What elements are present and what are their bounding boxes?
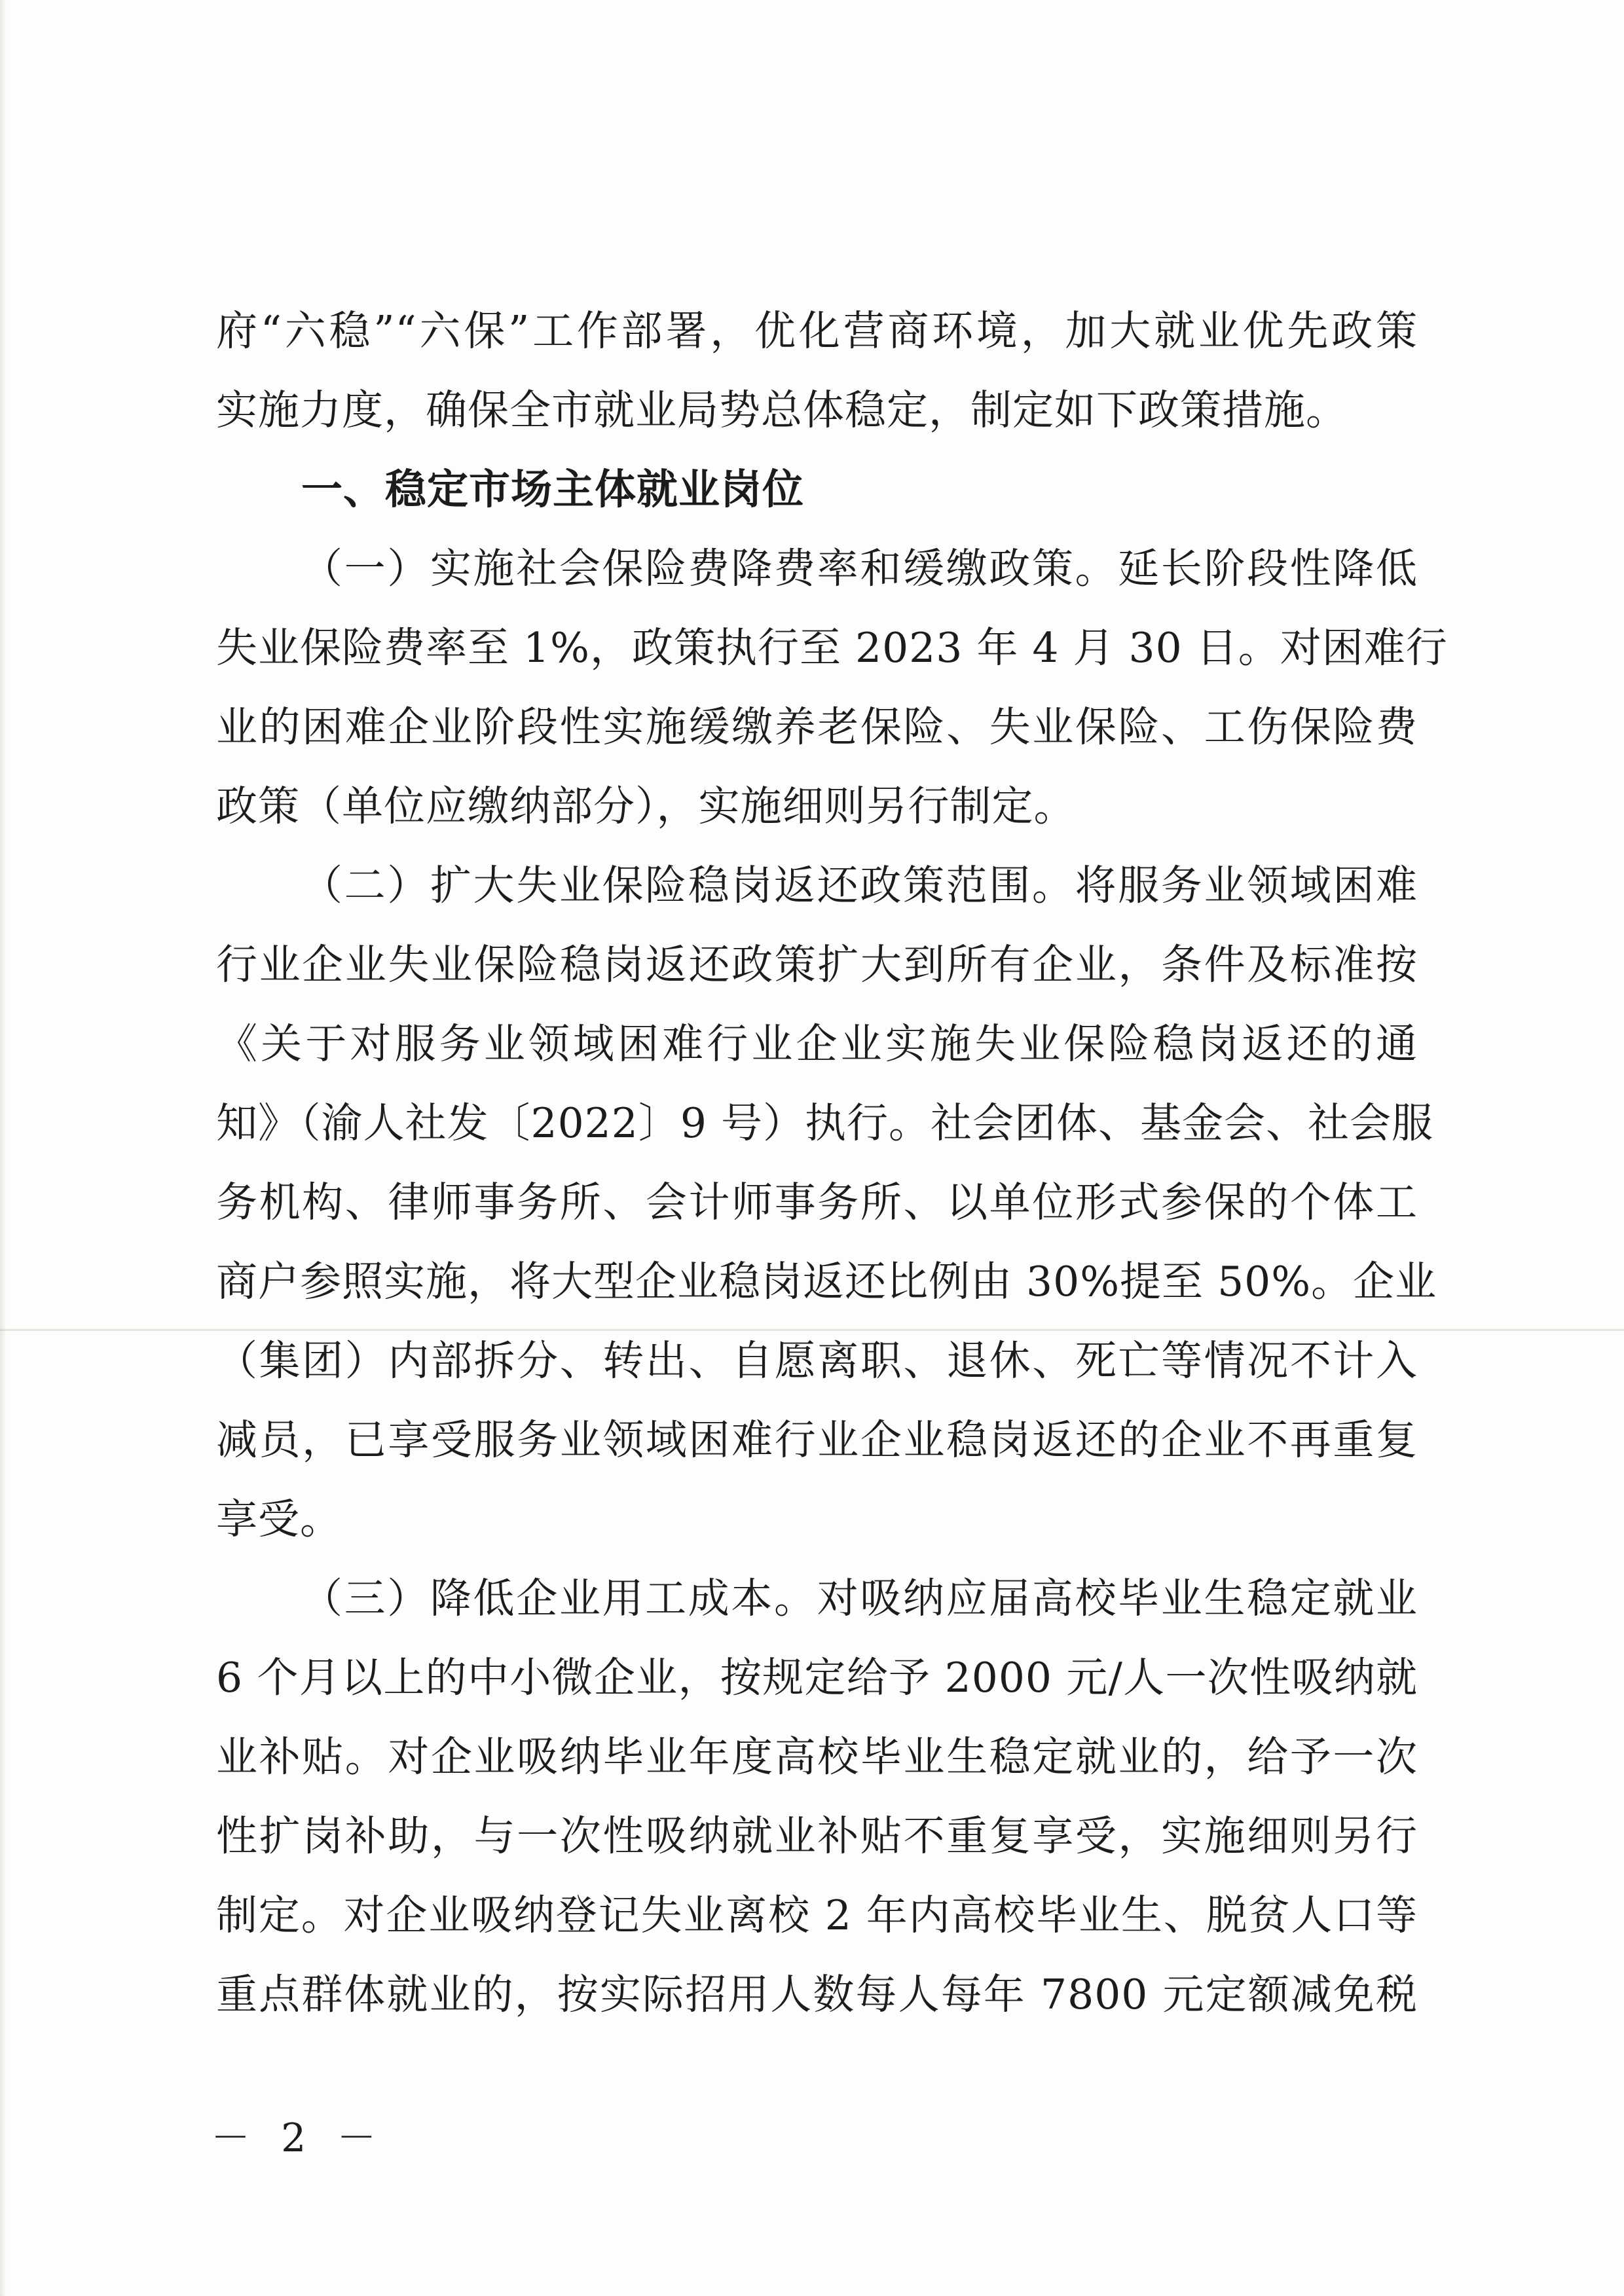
body-line: 失业保险费率至 1%，政策执行至 2023 年 4 月 30 日。对困难行 bbox=[216, 624, 1448, 672]
body-line: 享受。 bbox=[216, 1495, 342, 1543]
body-line: 府“六稳”“六保”工作部署，优化营商环境，加大就业优先政策 bbox=[216, 307, 1418, 355]
body-line: 《关于对服务业领域困难行业企业实施失业保险稳岗返还的通 bbox=[216, 1020, 1418, 1068]
body-line: 商户参照实施，将大型企业稳岗返还比例由 30%提至 50%。企业 bbox=[216, 1258, 1437, 1305]
body-line: 业的困难企业阶段性实施缓缴养老保险、失业保险、工伤保险费 bbox=[216, 703, 1418, 751]
body-line: 务机构、律师事务所、会计师事务所、以单位形式参保的个体工 bbox=[216, 1178, 1418, 1226]
body-line: 性扩岗补助，与一次性吸纳就业补贴不重复享受，实施细则另行 bbox=[216, 1812, 1418, 1860]
paragraph-start-line: （三）降低企业用工成本。对吸纳应届高校毕业生稳定就业 bbox=[301, 1575, 1418, 1622]
body-line: 知》（渝人社发〔2022〕9 号）执行。社会团体、基金会、社会服 bbox=[216, 1099, 1433, 1147]
paragraph-start-line: （一）实施社会保险费降费率和缓缴政策。延长阶段性降低 bbox=[301, 545, 1418, 592]
page-number: － 2 － bbox=[211, 2115, 386, 2161]
body-line: 业补贴。对企业吸纳毕业年度高校毕业生稳定就业的，给予一次 bbox=[216, 1733, 1418, 1781]
body-line: 行业企业失业保险稳岗返还政策扩大到所有企业，条件及标准按 bbox=[216, 941, 1418, 989]
body-line: 制定。对企业吸纳登记失业离校 2 年内高校毕业生、脱贫人口等 bbox=[216, 1891, 1418, 1939]
body-line: 政策（单位应缴纳部分），实施细则另行制定。 bbox=[216, 782, 1076, 830]
body-line: 6 个月以上的中小微企业，按规定给予 2000 元/人一次性吸纳就 bbox=[216, 1654, 1418, 1702]
scan-page-edge bbox=[0, 0, 7, 2296]
section-heading: 一、稳定市场主体就业岗位 bbox=[301, 465, 804, 513]
body-line: （集团）内部拆分、转出、自愿离职、退休、死亡等情况不计入 bbox=[216, 1337, 1418, 1385]
body-line: 重点群体就业的，按实际招用人数每人每年 7800 元定额减免税 bbox=[216, 1971, 1418, 2018]
document-body bbox=[216, 291, 1448, 2034]
body-line: 实施力度，确保全市就业局势总体稳定，制定如下政策措施。 bbox=[216, 386, 1348, 434]
body-line: 减员，已享受服务业领域困难行业企业稳岗返还的企业不再重复 bbox=[216, 1416, 1418, 1464]
paragraph-start-line: （二）扩大失业保险稳岗返还政策范围。将服务业领域困难 bbox=[301, 862, 1418, 909]
